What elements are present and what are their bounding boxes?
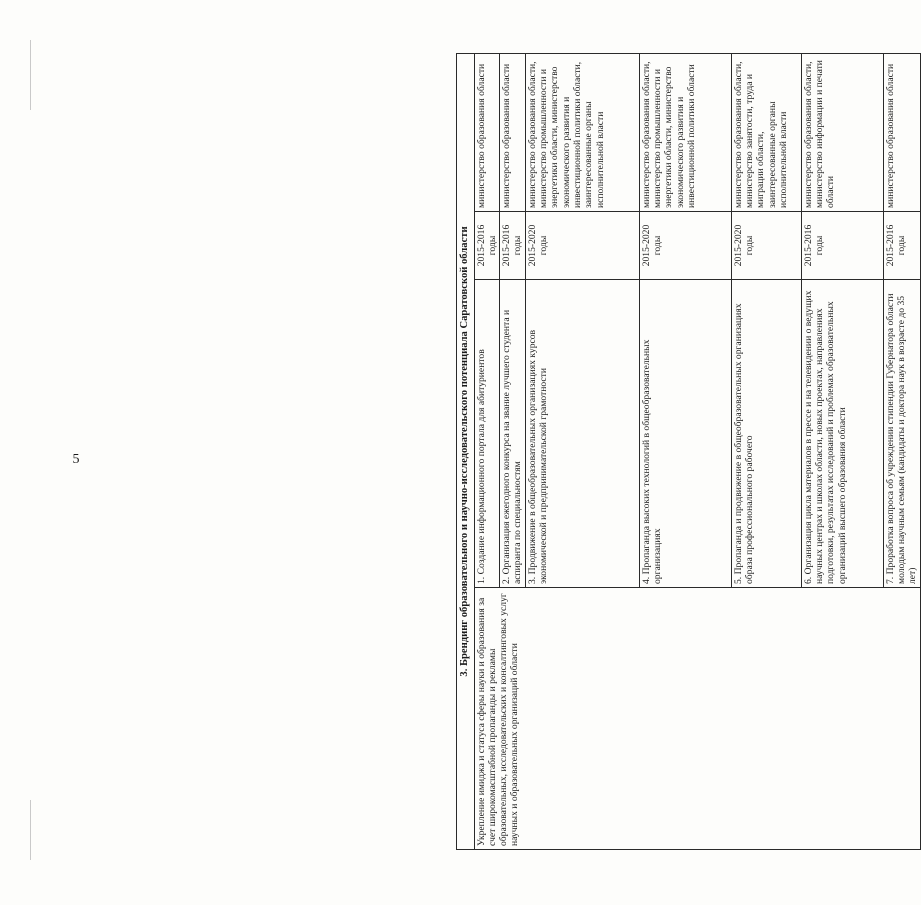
executor-cell: министерство образования области [474,53,500,211]
activity-cell: 7. Проработка вопроса об учреждении стипендии Губернатора области молодым научным семьям (кандидаты и доктора наук в возрасте до 35 лет) [883,280,920,588]
measures-table [456,53,921,850]
activity-cell: 2. Организация ежегодного конкурса на звание лучшего студента и аспиранта по специальностям [500,280,526,588]
activity-cell: 3. Продвижение в общеобразовательных организациях курсов экономической и предпринимательской грамотности [525,280,639,588]
section-title: 3. Брендинг образовательного и научно-исследовательского потенциала Саратовской области [457,53,475,849]
executor-cell: министерство образования области, министерство промышленности и энергетики области, министерство экономического развития и инвестиционной политики области, заинтересованные органы исполнительной власти [525,53,639,211]
goal-cell: Укрепление имиджа и статуса сферы науки и образования за счет широкомасштабной пропаганды и рекламы образовательных, исследовательских и консалтинговых услуг научных и образовательных организаций области [474,588,920,850]
executor-cell: министерство образования области [500,53,526,211]
scan-edge-mark [30,800,31,860]
period-cell: 2015-2016 годы [801,212,883,280]
period-cell: 2015-2020 годы [731,212,801,280]
period-cell: 2015-2016 годы [883,212,920,280]
table-row [474,53,500,849]
executor-cell: министерство образования области, министерство промышленности и энергетики области, министерство экономического развития и инвестиционной политики области [639,53,731,211]
period-cell: 2015-2016 годы [474,212,500,280]
section-header-row [457,53,475,849]
scan-edge-mark [30,40,31,110]
activity-cell: 6. Организация цикла материалов в прессе и на телевидении о ведущих научных центрах и школах области, новых проектах, направлениях подготовки, результатах исследований и проблемах образовательных организаций высшего образования области [801,280,883,588]
activity-cell: 5. Пропаганда и продвижение в общеобразовательных организациях образа профессионального рабочего [731,280,801,588]
period-cell: 2015-2020 годы [525,212,639,280]
executor-cell: министерство образования области, министерство занятости, труда и миграции области, заинтересованные органы исполнительной власти [731,53,801,211]
period-cell: 2015-2016 годы [500,212,526,280]
rotated-table-area [100,54,919,850]
period-cell: 2015-2020 годы [639,212,731,280]
rotated-page-content [456,54,919,850]
executor-cell: министерство образования области, министерство информации и печати области [801,53,883,211]
executor-cell: министерство образования области [883,53,920,211]
page-number: 5 [72,452,80,467]
activity-cell: 4. Пропаганда высоких технологий в общеобразовательных организациях [639,280,731,588]
activity-cell: 1. Создание информационного портала для абитуриентов [474,280,500,588]
